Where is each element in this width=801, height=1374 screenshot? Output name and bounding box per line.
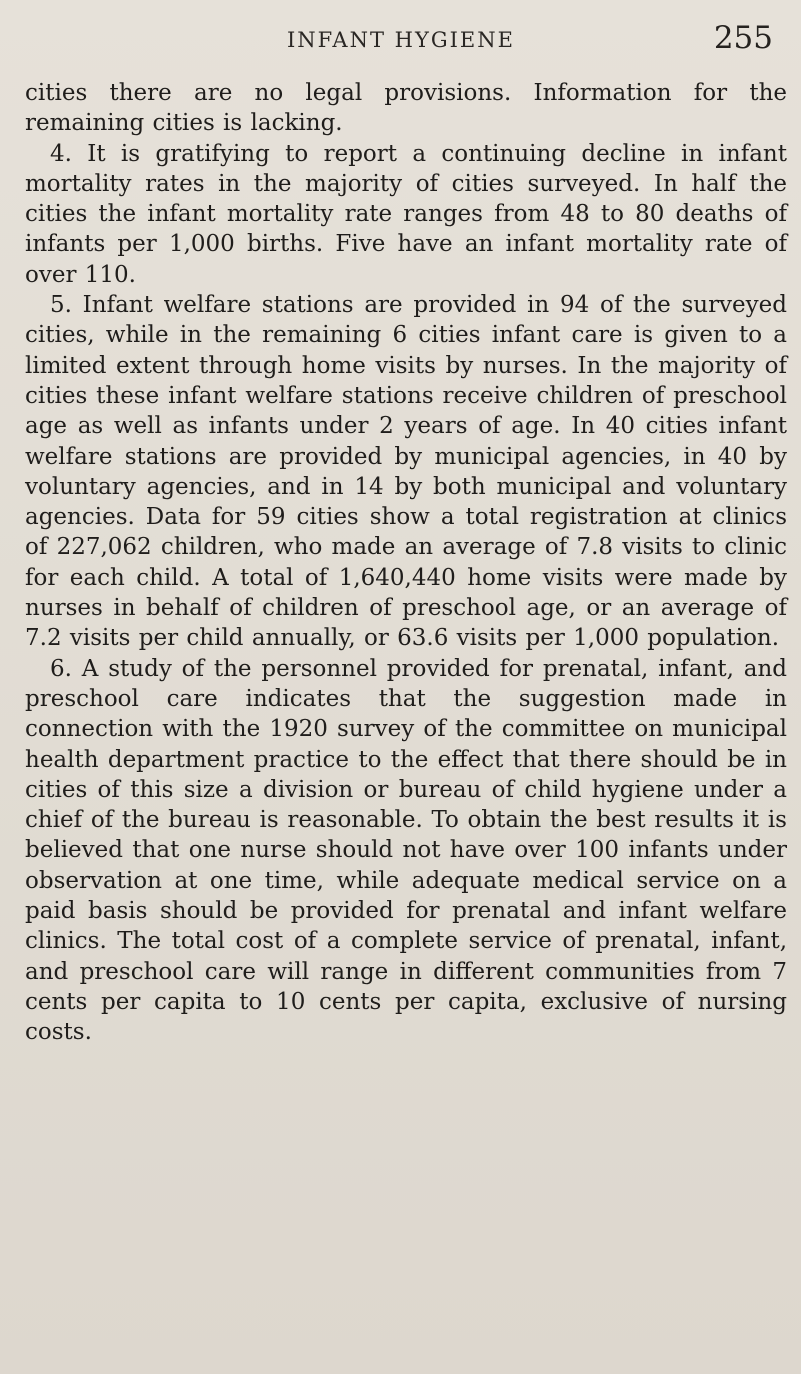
paragraph-6: 6. A study of the personnel provided for prenatal, infant, and preschool care indicates that the suggestion made in connection with the 1920 survey of the committee on municipal health department practice to the effect that there should be in cities of this size a division or bureau of child hygiene under a chief of the bureau is reasonable. To obtain the best results it is believed that one nurse should not have over 100 infants under observation at one time, while adequate medical service on a paid basis should be provided for prenatal and infant welfare clinics. The total cost of a complete service of prenatal, infant, and preschool care will range in different communities from 7 cents per capita to 10 cents per capita, exclusive of nursing costs. (25, 655, 787, 1046)
paragraph-4: 4. It is gratifying to report a continuing decline in infant mortality rates in the majority of cities surveyed. In half the cities the infant mortality rate ranges from 48 to 80 deaths of infants per 1,000 births. Five have an infant mortality rate of over 110. (25, 140, 787, 288)
page-number: 255 (713, 20, 773, 56)
body-text (25, 78, 787, 1048)
running-title: INFANT HYGIENE (287, 28, 515, 52)
paragraph-continuation: cities there are no legal provisions. Information for the remaining cities is lacking. (25, 80, 787, 137)
paragraph-5: 5. Infant welfare stations are provided in 94 of the surveyed cities, while in the remaining 6 cities infant care is given to a limited extent through home visits by nurses. In the majority of cities these infant welfare stations receive children of preschool age as well as infants under 2 years of age. In 40 cities infant welfare stations are provided by municipal agencies, in 40 by voluntary agencies, and in 14 by both municipal and voluntary agencies. Data for 59 cities show a total registration at clinics of 227,062 children, who made an average of 7.8 visits to clinic for each child. A total of 1,640,440 home visits were made by nurses in behalf of children of preschool age, or an average of 7.2 visits per child annually, or 63.6 visits per 1,000 population. (25, 292, 787, 652)
running-header (0, 16, 801, 56)
